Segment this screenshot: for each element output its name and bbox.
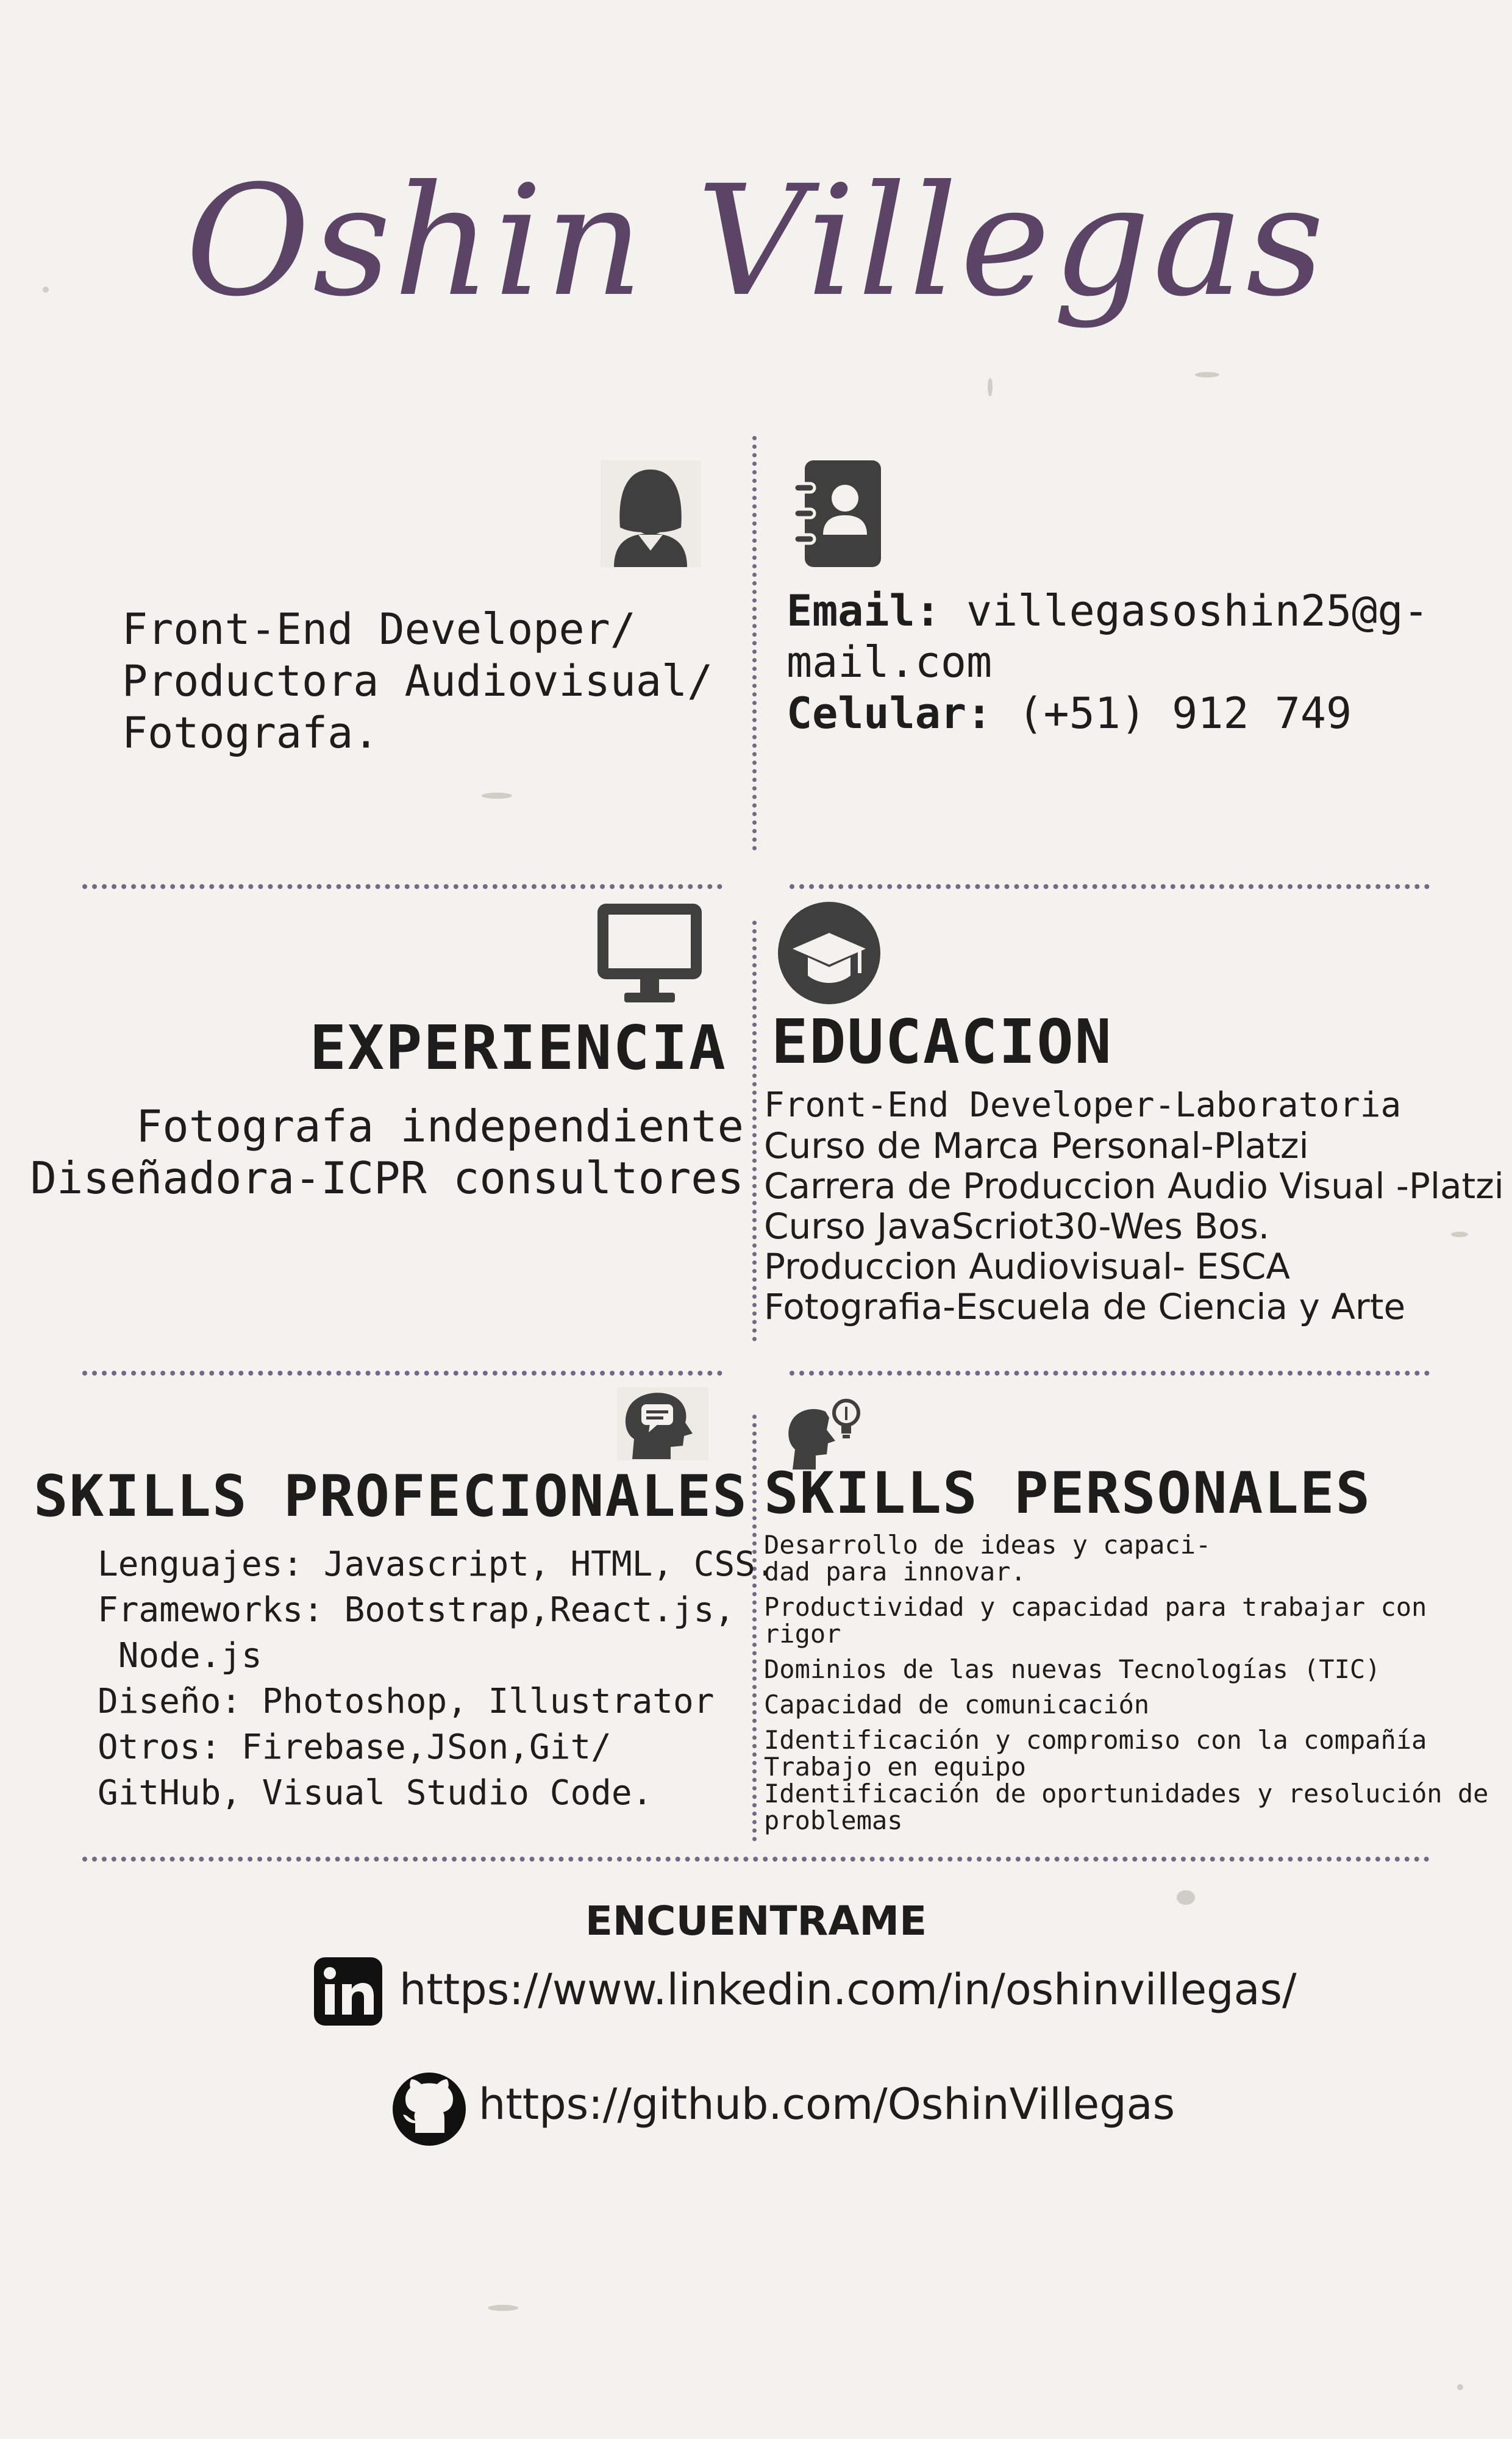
vertical-divider: [752, 921, 757, 1341]
list-item: GitHub, Visual Studio Code.: [98, 1773, 653, 1813]
list-item: Frameworks: Bootstrap,React.js,: [98, 1590, 735, 1630]
horizontal-divider: [82, 1857, 1430, 1862]
contact-book-icon: [791, 460, 883, 567]
vertical-divider: [752, 436, 757, 851]
experience-title: EXPERIENCIA: [309, 1012, 727, 1084]
education-title: EDUCACION: [771, 1006, 1113, 1077]
contact-info: [786, 585, 1429, 739]
list-item-line: rigor: [764, 1619, 841, 1649]
list-item-line: Capacidad de comunicación: [764, 1690, 1150, 1719]
list-item-line: Dominios de las nuevas Tecnologías (TIC): [764, 1654, 1381, 1684]
list-item: Curso JavaScriot30-Wes Bos.: [764, 1205, 1270, 1247]
list-item-line: Identificación de oportunidades y resolución de: [764, 1779, 1489, 1809]
linkedin-icon[interactable]: [314, 1957, 382, 2026]
education-list: [764, 1085, 1504, 1327]
list-item: Curso de Marca Personal-Platzi: [764, 1125, 1309, 1166]
horizontal-divider: [790, 1371, 1430, 1376]
list-item-line: Identificación y compromiso con la compañía: [764, 1725, 1427, 1755]
skills-personal-list: [764, 1532, 1488, 1843]
list-item: Otros: Firebase,JSon,Git/: [98, 1727, 612, 1767]
list-item-line: Desarrollo de ideas y capaci-: [764, 1530, 1211, 1560]
profile-role: [122, 604, 713, 759]
horizontal-divider: [82, 1371, 722, 1376]
github-icon[interactable]: [392, 2072, 466, 2146]
list-item: Fotografa independiente: [136, 1101, 744, 1152]
skills-professional-list: [98, 1541, 776, 1816]
linkedin-link[interactable]: https://www.linkedin.com/in/oshinvillegas/: [399, 1965, 1297, 2015]
woman-avatar-icon: [601, 460, 701, 567]
email-label: Email:: [786, 586, 941, 636]
graduation-cap-icon: [777, 901, 881, 1005]
paper-speck: [1195, 372, 1219, 377]
role-line: Productora Audiovisual/: [122, 656, 713, 706]
list-item: Diseñadora-ICPR consultores: [30, 1152, 744, 1204]
list-item: Carrera de Produccion Audio Visual -Platzi: [764, 1165, 1504, 1207]
list-item: Node.js: [98, 1636, 262, 1676]
list-item: [764, 1594, 1488, 1648]
email-value-cont[interactable]: mail.com: [786, 637, 993, 687]
list-item: [764, 1656, 1488, 1683]
page-title: Oshin Villegas: [185, 152, 1327, 330]
skills-personal-title: SKILLS PERSONALES: [764, 1460, 1372, 1527]
list-item: Lenguajes: Javascript, HTML, CSS.: [98, 1544, 776, 1584]
phone-value[interactable]: (+51) 912 749: [1018, 688, 1352, 738]
list-item-line: problemas: [764, 1805, 903, 1835]
list-item-line: Productividad y capacidad para trabajar con: [764, 1592, 1427, 1622]
list-item: Front-End Developer-Laboratoria: [764, 1085, 1402, 1125]
list-item: [764, 1727, 1488, 1754]
list-item: [764, 1754, 1488, 1780]
phone-label: Celular:: [786, 688, 993, 738]
list-item-line: Trabajo en equipo: [764, 1752, 1026, 1782]
github-link[interactable]: https://github.com/OshinVillegas: [479, 2079, 1175, 2129]
paper-speck: [488, 2305, 518, 2311]
horizontal-divider: [790, 884, 1430, 889]
email-value[interactable]: villegasoshin25@g-: [966, 586, 1429, 636]
list-item: [764, 1780, 1488, 1834]
paper-speck: [1457, 2384, 1463, 2390]
list-item: [764, 1691, 1488, 1718]
horizontal-divider: [82, 884, 722, 889]
list-item-line: dad para innovar.: [764, 1557, 1026, 1587]
skills-professional-title: SKILLS PROFECIONALES: [34, 1463, 748, 1530]
paper-speck: [988, 378, 993, 396]
experience-list: [30, 1101, 744, 1204]
list-item: Produccion Audiovisual- ESCA: [764, 1246, 1291, 1287]
head-lightbulb-icon: [786, 1393, 866, 1469]
role-line: Fotografa.: [122, 708, 379, 758]
head-speech-icon: [617, 1387, 708, 1460]
role-line: Front-End Developer/: [122, 604, 636, 654]
list-item: Diseño: Photoshop, Illustrator: [98, 1682, 715, 1721]
paper-speck: [482, 793, 512, 799]
list-item: Fotografia-Escuela de Ciencia y Arte: [764, 1286, 1406, 1327]
find-me-title: ENCUENTRAME: [585, 1898, 927, 1944]
list-item: [764, 1532, 1488, 1585]
monitor-icon: [596, 901, 703, 1008]
